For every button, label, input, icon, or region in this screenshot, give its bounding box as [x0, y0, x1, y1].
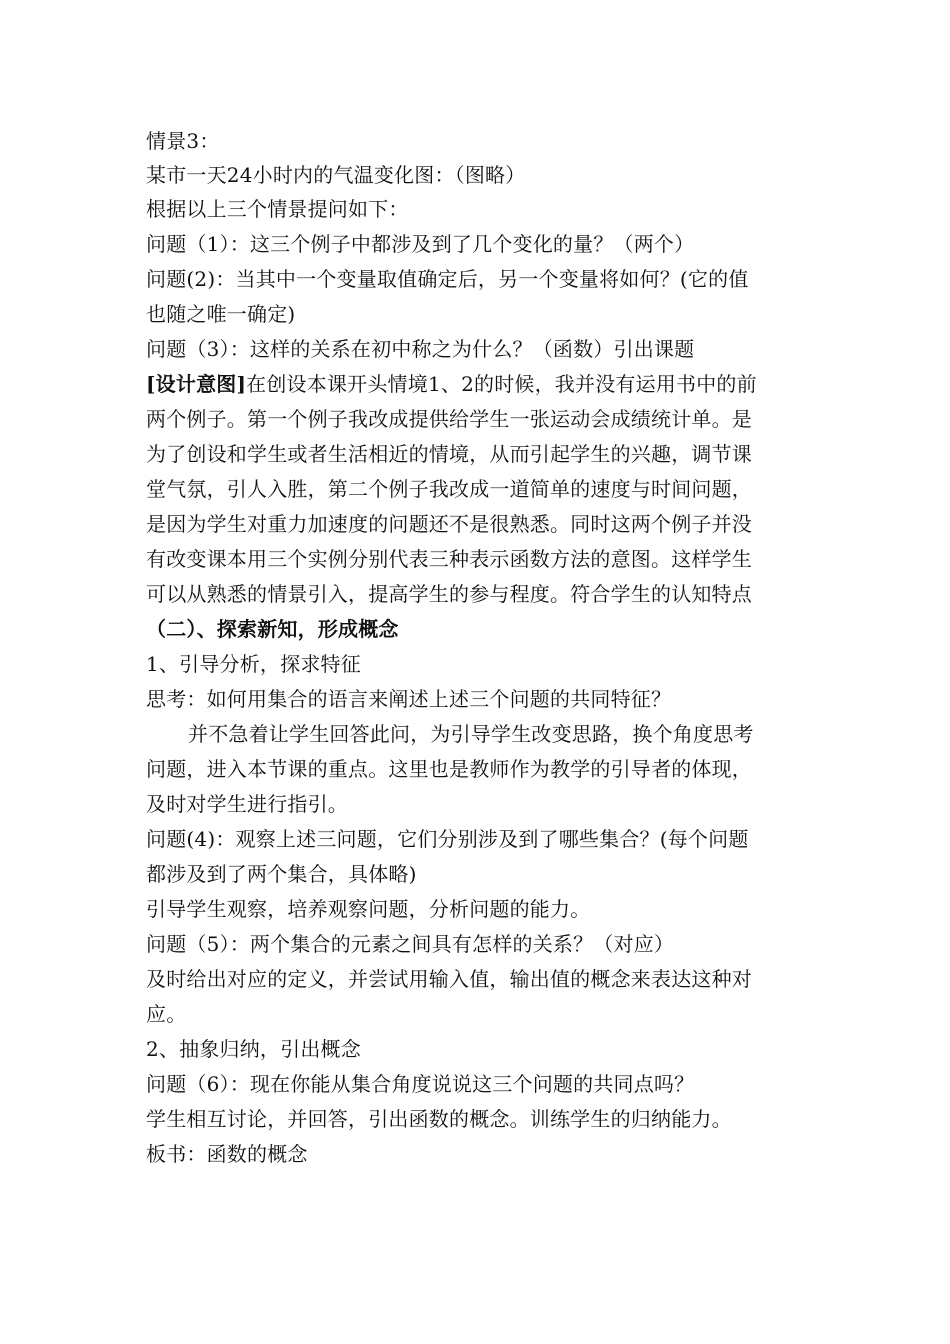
question-4-cont: 都涉及到了两个集合，具体略): [146, 862, 417, 886]
question-2: 问题(2)：当其中一个变量取值确定后，另一个变量将如何？(它的值: [146, 267, 749, 291]
paragraph-line: 为了创设和学生或者生活相近的情境，从而引起学生的兴趣，调节课: [146, 442, 752, 466]
question-6: 问题（6）：现在你能从集合角度说说这三个问题的共同点吗？: [146, 1072, 695, 1096]
subsection-2-heading: 2、抽象归纳，引出概念: [146, 1037, 361, 1061]
question-5: 问题（5）：两个集合的元素之间具有怎样的关系？（对应）: [146, 932, 675, 956]
question-1: 问题（1）：这三个例子中都涉及到了几个变化的量？（两个）: [146, 232, 695, 256]
questions-intro: 根据以上三个情景提问如下：: [146, 197, 409, 221]
paragraph-line: 堂气氛，引人入胜，第二个例子我改成一道简单的速度与时间问题，: [146, 477, 752, 501]
paragraph-line: 及时给出对应的定义，并尝试用输入值，输出值的概念来表达这种对: [146, 967, 752, 991]
design-intent-text: 在创设本课开头情境1、2的时候，我并没有运用书中的前: [246, 372, 757, 396]
think-prompt: 思考：如何用集合的语言来阐述上述三个问题的共同特征？: [146, 687, 672, 711]
design-intent-line: [146, 367, 826, 401]
subsection-1-heading: 1、引导分析，探求特征: [146, 652, 361, 676]
board-note: 板书：函数的概念: [146, 1142, 308, 1166]
paragraph-line: 及时对学生进行指引。: [146, 792, 348, 816]
question-3: 问题（3）：这样的关系在初中称之为什么？（函数）引出课题: [146, 337, 695, 361]
scenario-3-heading: 情景3：: [146, 129, 220, 153]
scenario-3-text: 某市一天24小时内的气温变化图：（图略）: [146, 163, 526, 187]
question-2-cont: 也随之唯一确定): [146, 302, 296, 326]
paragraph-line: 可以从熟悉的情景引入，提高学生的参与程度。符合学生的认知特点: [146, 582, 752, 606]
paragraph-line: 是因为学生对重力加速度的问题还不是很熟悉。同时这两个例子并没: [146, 512, 752, 536]
paragraph-line: 有改变课本用三个实例分别代表三种表示函数方法的意图。这样学生: [146, 547, 752, 571]
paragraph-line: 两个例子。第一个例子我改成提供给学生一张运动会成绩统计单。是: [146, 407, 752, 431]
paragraph-line: 应。: [146, 1002, 187, 1026]
paragraph-line: 学生相互讨论，并回答，引出函数的概念。训练学生的归纳能力。: [146, 1107, 732, 1131]
question-4: 问题(4)：观察上述三问题，它们分别涉及到了哪些集合？(每个问题: [146, 827, 749, 851]
paragraph-line: 引导学生观察，培养观察问题，分析问题的能力。: [146, 897, 591, 921]
paragraph-line: 问题，进入本节课的重点。这里也是教师作为教学的引导者的体现，: [146, 757, 752, 781]
paragraph-line: 并不急着让学生回答此问，为引导学生改变思路，换个角度思考: [188, 722, 754, 746]
design-intent-label: [设计意图]: [146, 372, 247, 396]
section-heading: （二）、探索新知，形成概念: [146, 617, 399, 641]
